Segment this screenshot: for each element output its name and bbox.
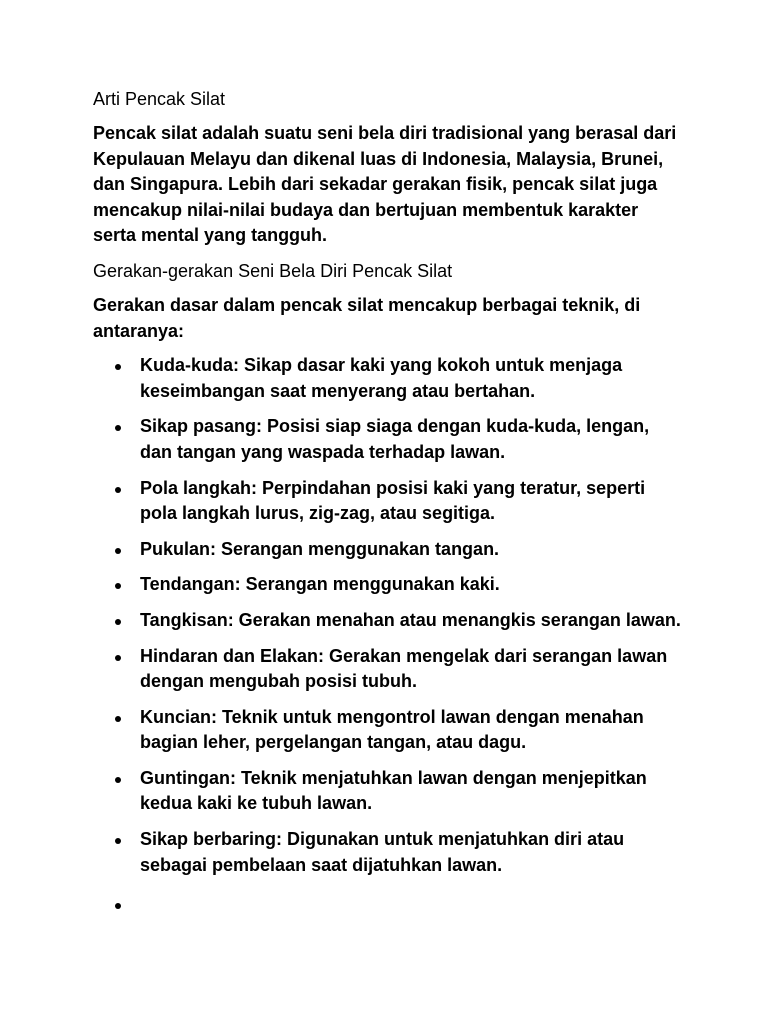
bullet-icon: [115, 548, 121, 554]
list-item: [93, 414, 683, 465]
list-item-text: Sikap pasang: Posisi siap siaga dengan kuda-kuda, lengan, dan tangan yang waspada terhadap lawan.: [140, 416, 650, 462]
list-item-text: Tendangan: Serangan menggunakan kaki.: [140, 574, 500, 595]
list-item-text: Guntingan: Teknik menjatuhkan lawan dengan menjepitkan kedua kaki ke tubuh lawan.: [140, 767, 647, 814]
list-item-text: Pola langkah: Perpindahan posisi kaki yang teratur, seperti pola langkah lurus, zig-zag, atau segitiga.: [140, 477, 646, 524]
list-item-text: Tangkisan: Gerakan menahan atau menangkis serangan lawan.: [140, 609, 681, 630]
list-item-text: Kuda-kuda: Sikap dasar kaki yang kokoh untuk menjaga keseimbangan saat menyerang atau bertahan.: [140, 355, 623, 401]
list-item: [93, 476, 683, 527]
list-item: [93, 537, 683, 563]
list-item: [93, 705, 683, 756]
bullet-icon: [115, 583, 121, 589]
techniques-list: [93, 353, 683, 918]
bullet-icon: [115, 903, 121, 909]
bullet-icon: [115, 655, 121, 661]
list-item: [93, 766, 683, 817]
bullet-icon: [115, 425, 121, 431]
list-item: [93, 644, 683, 695]
document-title: Arti Pencak Silat: [93, 89, 226, 109]
list-item: [93, 353, 683, 404]
bullet-icon: [115, 619, 121, 625]
bullet-icon: [115, 364, 121, 370]
list-item-text: Pukulan: Serangan menggunakan tangan.: [140, 538, 500, 559]
document-page: [93, 86, 683, 928]
list-item: [93, 608, 683, 634]
bullet-icon: [115, 777, 121, 783]
list-item-text: Hindaran dan Elakan: Gerakan mengelak dari serangan lawan dengan mengubah posisi tubuh.: [140, 645, 668, 692]
section-heading: Gerakan-gerakan Seni Bela Diri Pencak Silat: [93, 260, 453, 281]
list-item-text: Kuncian: Teknik untuk mengontrol lawan dengan menahan bagian leher, pergelangan tangan, atau dagu.: [140, 706, 644, 753]
list-item-empty: [93, 892, 683, 918]
intro-paragraph: Pencak silat adalah suatu seni bela diri tradisional yang berasal dari Kepulauan Melayu dan dikenal luas di Indonesia, Malaysia, Brunei, dan Singapura. Lebih dari sekadar gerakan fisik, pencak silat juga mencakup nilai-nilai budaya dan bertujuan membentuk karakter serta mental yang tangguh.: [93, 123, 677, 246]
list-item: [93, 827, 683, 878]
list-item-text: Sikap berbaring: Digunakan untuk menjatuhkan diri atau sebagai pembelaan saat dijatuhkan lawan.: [140, 829, 625, 875]
bullet-icon: [115, 838, 121, 844]
list-item: [93, 572, 683, 598]
bullet-icon: [115, 716, 121, 722]
bullet-icon: [115, 487, 121, 493]
section-intro-paragraph: Gerakan dasar dalam pencak silat mencakup berbagai teknik, di antaranya:: [93, 294, 641, 341]
list-item-text: [140, 892, 683, 918]
